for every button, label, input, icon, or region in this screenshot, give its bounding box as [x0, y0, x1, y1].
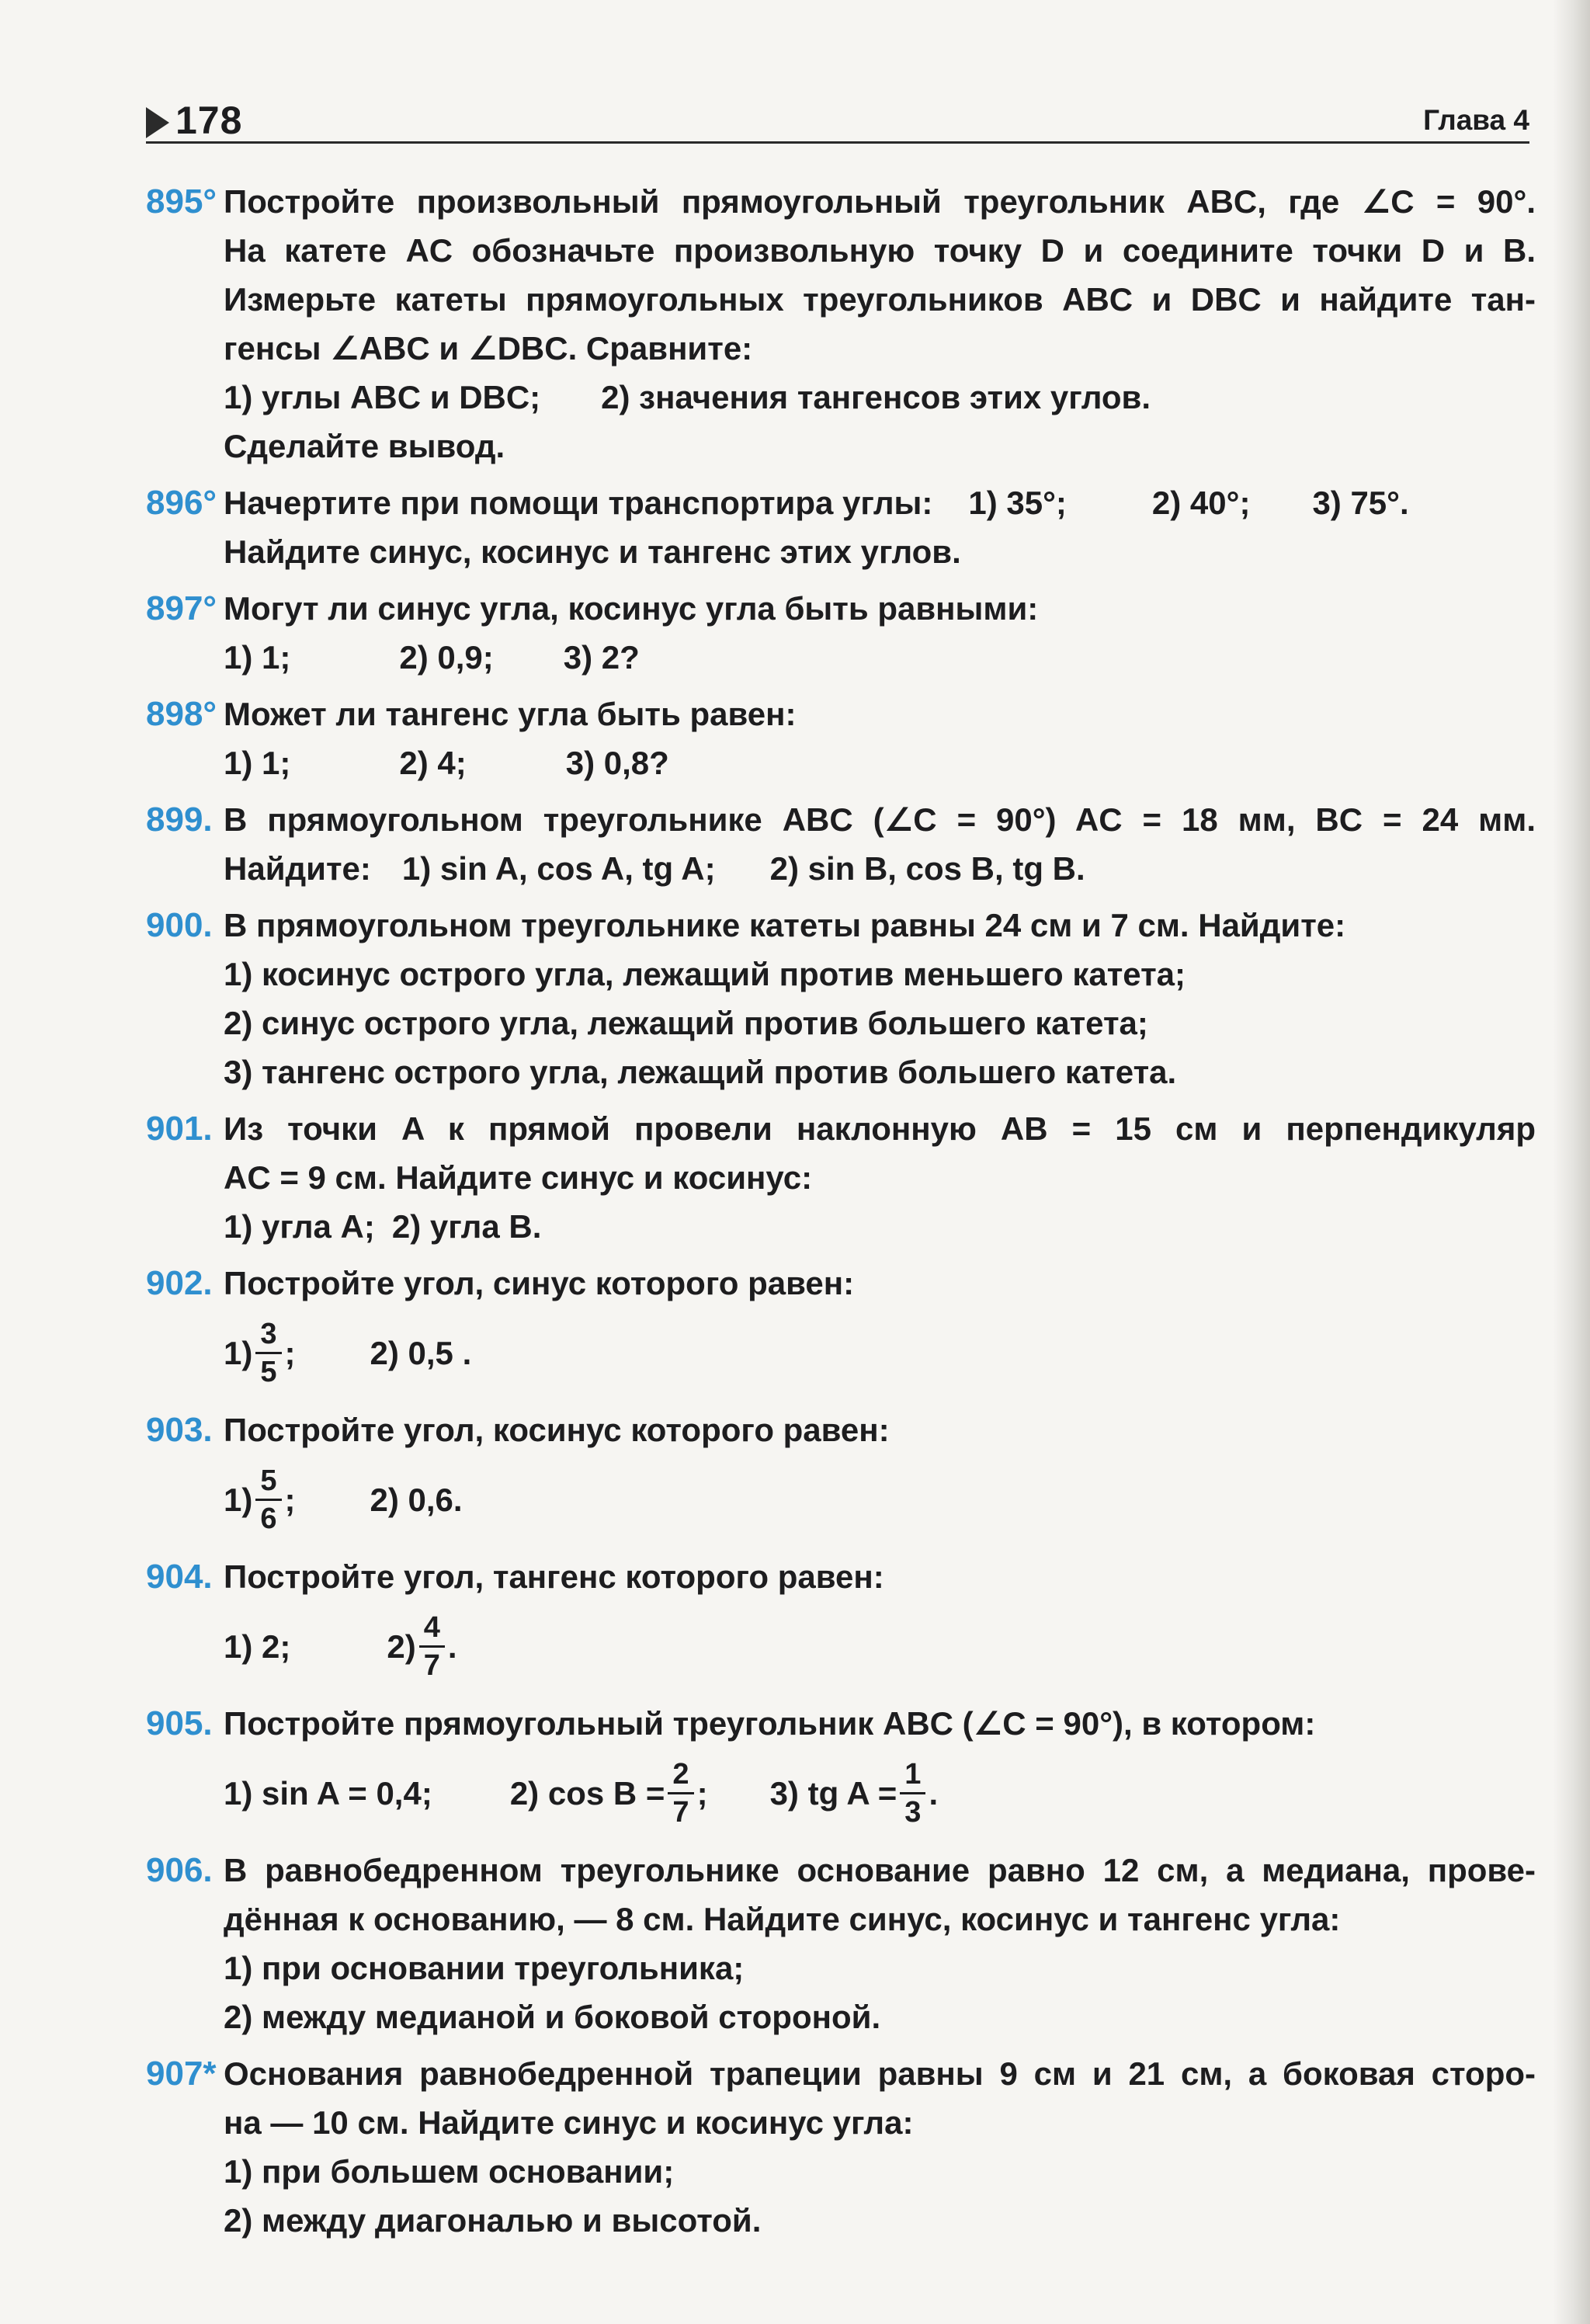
- problem-906: [146, 1846, 1536, 2041]
- problem-text: Могут ли синус угла, косинус угла быть равными:: [224, 590, 1039, 627]
- problem-number: 895°: [146, 182, 217, 221]
- problem-options: 1) 2; 2) $\frac{4}{7}$ .: [224, 1610, 457, 1682]
- problem-text: В прямоугольном треугольнике ABC (∠C = 90°) AC = 18 мм, BC = 24 мм.: [224, 801, 1536, 838]
- problem-text: генсы ∠ABC и ∠DBC. Сравните:: [224, 330, 753, 366]
- fraction: $\frac{5}{6}$: [255, 1466, 281, 1534]
- problem-898: [146, 690, 1536, 787]
- problem-options: 1) sin A = 0,4; 2) cos B = $\frac{2}{7}$ ; 3) tg A = $\frac{1}{3}$ .: [224, 1757, 939, 1829]
- problem-903: [146, 1405, 1536, 1544]
- list-item: 2) между диагональю и высотой.: [224, 2202, 762, 2239]
- list-item: 2) между медианой и боковой стороной.: [224, 1999, 881, 2035]
- problem-text: Постройте произвольный прямоугольный треугольник ABC, где ∠C = 90°.: [224, 183, 1536, 220]
- problem-text: Сделайте вывод.: [224, 428, 505, 464]
- problem-907: [146, 2049, 1536, 2245]
- option: 3) 0,8?: [565, 745, 669, 781]
- page-marker-icon: [146, 107, 169, 138]
- problem-options: 1) $\frac{3}{5}$ ; 2) 0,5 .: [224, 1317, 472, 1388]
- problem-text: AC = 9 см. Найдите синус и косинус:: [224, 1159, 813, 1196]
- option: 1) sin A, cos A, tg A;: [401, 850, 716, 887]
- problem-text: Из точки A к прямой провели наклонную AB = 15 см и перпендикуляр: [224, 1110, 1536, 1147]
- page-number: 178: [175, 99, 243, 142]
- problem-text: Постройте прямоугольный треугольник ABC (∠C = 90°), в котором:: [224, 1705, 1316, 1742]
- problem-options: [224, 1202, 1536, 1251]
- option: 2) угла B.: [391, 1208, 542, 1245]
- option: 2) 0,6.: [370, 1481, 463, 1518]
- problem-text: на — 10 см. Найдите синус и косинус угла:: [224, 2104, 914, 2141]
- problem-text: Измерьте катеты прямоугольных треугольников ABC и DBC и найдите тан-: [224, 281, 1536, 318]
- problem-number: 901.: [146, 1110, 213, 1148]
- fraction: $\frac{4}{7}$: [419, 1613, 445, 1680]
- problem-text: Начертите при помощи транспортира углы: 1) 35°; 2) 40°; 3) 75°.: [224, 485, 1409, 521]
- option: 1) 1;: [224, 639, 291, 676]
- problem-number: 907*: [146, 2055, 217, 2093]
- option: 2) sin B, cos B, tg B.: [769, 850, 1085, 887]
- problem-options: 1) $\frac{5}{6}$ ; 2) 0,6.: [224, 1464, 463, 1535]
- option: 1) 2;: [224, 1627, 291, 1665]
- fraction: $\frac{2}{7}$: [668, 1760, 693, 1827]
- list-item: 1) косинус острого угла, лежащий против меньшего катета;: [224, 956, 1186, 992]
- problem-text: На катете AC обозначьте произвольную точку D и соедините точки D и B.: [224, 232, 1536, 269]
- problem-number: 897°: [146, 589, 217, 627]
- option: 2) 40°;: [1151, 485, 1251, 521]
- problem-text: В прямоугольном треугольнике катеты равны 24 см и 7 см. Найдите:: [224, 907, 1346, 943]
- option: 2) 4;: [399, 745, 467, 781]
- option: 1) 1;: [224, 745, 291, 781]
- problem-options: [224, 633, 1536, 682]
- problem-number: 904.: [146, 1558, 213, 1596]
- problem-number: 896°: [146, 484, 217, 522]
- problem-number: 898°: [146, 695, 217, 733]
- problem-904: [146, 1552, 1536, 1691]
- page-edge-shadow: [1553, 0, 1590, 2324]
- problem-number: 902.: [146, 1264, 213, 1302]
- list-item: 2) синус острого угла, лежащий против большего катета;: [224, 1005, 1148, 1041]
- list-item: 3) тангенс острого угла, лежащий против большего катета.: [224, 1054, 1177, 1090]
- problem-896: [146, 478, 1536, 576]
- problem-text: Основания равнобедренной трапеции равны 9 см и 21 см, а боковая сторо-: [224, 2055, 1536, 2092]
- problem-number: 899.: [146, 801, 213, 839]
- option: 2) 0,5 .: [370, 1334, 472, 1371]
- problem-text: дённая к основанию, — 8 см. Найдите синус, косинус и тангенс угла:: [224, 1901, 1341, 1937]
- problem-number: 905.: [146, 1704, 213, 1742]
- problem-895: [146, 177, 1536, 471]
- option: 3) 2?: [563, 639, 640, 676]
- list-item: 1) при основании треугольника;: [224, 1950, 745, 1986]
- problem-list: [146, 177, 1536, 2253]
- problem-options: [224, 373, 1536, 422]
- problem-text: Постройте угол, тангенс которого равен:: [224, 1558, 884, 1595]
- problem-902: [146, 1259, 1536, 1398]
- problem-text: Может ли тангенс угла быть равен:: [224, 696, 797, 732]
- list-item: 1) при большем основании;: [224, 2153, 675, 2190]
- option: 1) sin A = 0,4;: [224, 1774, 432, 1812]
- problem-text: Постройте угол, синус которого равен:: [224, 1265, 855, 1301]
- problem-number: 900.: [146, 906, 213, 944]
- option: 1) угла A;: [224, 1208, 375, 1245]
- problem-905: [146, 1699, 1536, 1838]
- problem-options: Найдите: 1) sin A, cos A, tg A; 2) sin B, cos B, tg B.: [224, 850, 1085, 887]
- problem-899: [146, 795, 1536, 893]
- fraction: $\frac{1}{3}$: [900, 1760, 925, 1827]
- problem-text: В равнобедренном треугольнике основание равно 12 см, а медиана, прове-: [224, 1852, 1536, 1888]
- option: 1) 35°;: [968, 485, 1067, 521]
- problem-text: Найдите синус, косинус и тангенс этих углов.: [224, 533, 961, 570]
- problem-900: [146, 901, 1536, 1096]
- problem-897: [146, 584, 1536, 682]
- option: 3) 75°.: [1312, 485, 1409, 521]
- problem-number: 903.: [146, 1411, 213, 1449]
- page-header: [146, 99, 1529, 144]
- problem-text: Постройте угол, косинус которого равен:: [224, 1412, 890, 1448]
- problem-number: 906.: [146, 1851, 213, 1889]
- problem-901: [146, 1104, 1536, 1251]
- chapter-title: Глава 4: [1423, 104, 1529, 136]
- option: 2) 0,9;: [399, 639, 494, 676]
- option: 2) значения тангенсов этих углов.: [601, 379, 1151, 415]
- problem-options: [224, 738, 1536, 787]
- fraction: $\frac{3}{5}$: [255, 1319, 281, 1387]
- option: 1) углы ABC и DBC;: [224, 379, 541, 415]
